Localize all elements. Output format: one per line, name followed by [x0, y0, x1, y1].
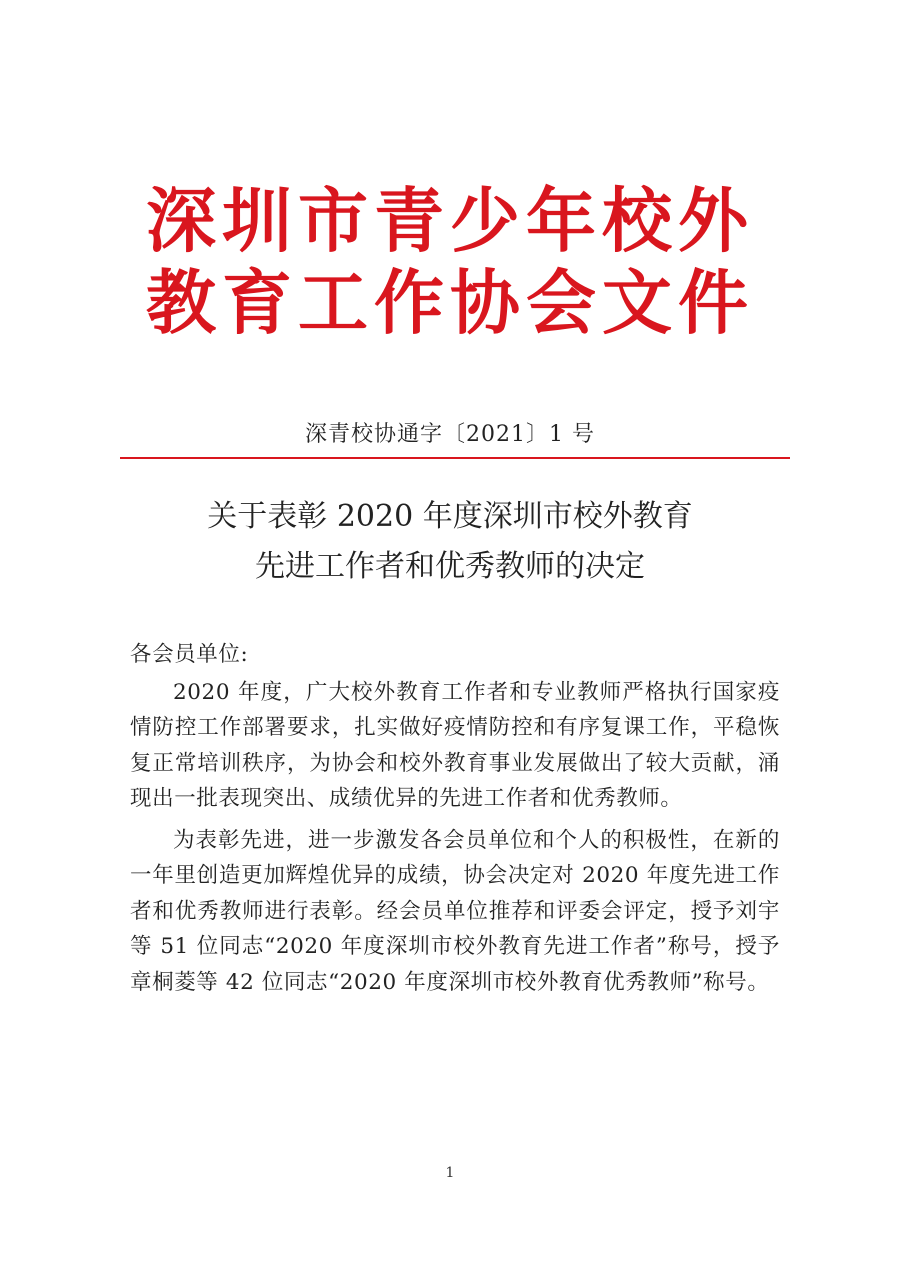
document-body: [130, 637, 780, 1006]
title-line-2: 先进工作者和优秀教师的决定: [255, 549, 645, 584]
body-paragraph-2: 为表彰先进，进一步激发各会员单位和个人的积极性，在新的一年里创造更加辉煌优异的成绩，协会决定对 2020 年度先进工作者和优秀教师进行表彰。经会员单位推荐和评委会评定，授予刘宇等 51 位同志“2020 年度深圳市校外教育先进工作者”称号，授予章桐菱等 42 位同志“2020 年度深圳市校外教育优秀教师”称号。: [130, 827, 780, 995]
body-paragraph-1: 2020 年度，广大校外教育工作者和专业教师严格执行国家疫情防控工作部署要求，扎实做好疫情防控和有序复课工作，平稳恢复正常培训秩序，为协会和校外教育事业发展做出了较大贡献，涌现出一批表现突出、成绩优异的先进工作者和优秀教师。: [130, 679, 780, 811]
document-title: [0, 492, 900, 592]
header-divider: [120, 457, 790, 459]
document-header: [120, 180, 780, 344]
document-number: 深青校协通字〔2021〕1 号: [305, 422, 595, 447]
page-number: 1: [445, 1165, 455, 1181]
header-line-1: 深圳市青少年校外: [146, 180, 754, 262]
title-line-1: 关于表彰 2020 年度深圳市校外教育: [207, 499, 693, 534]
salutation: 各会员单位:: [130, 642, 249, 667]
header-line-2: 教育工作协会文件: [146, 262, 754, 344]
